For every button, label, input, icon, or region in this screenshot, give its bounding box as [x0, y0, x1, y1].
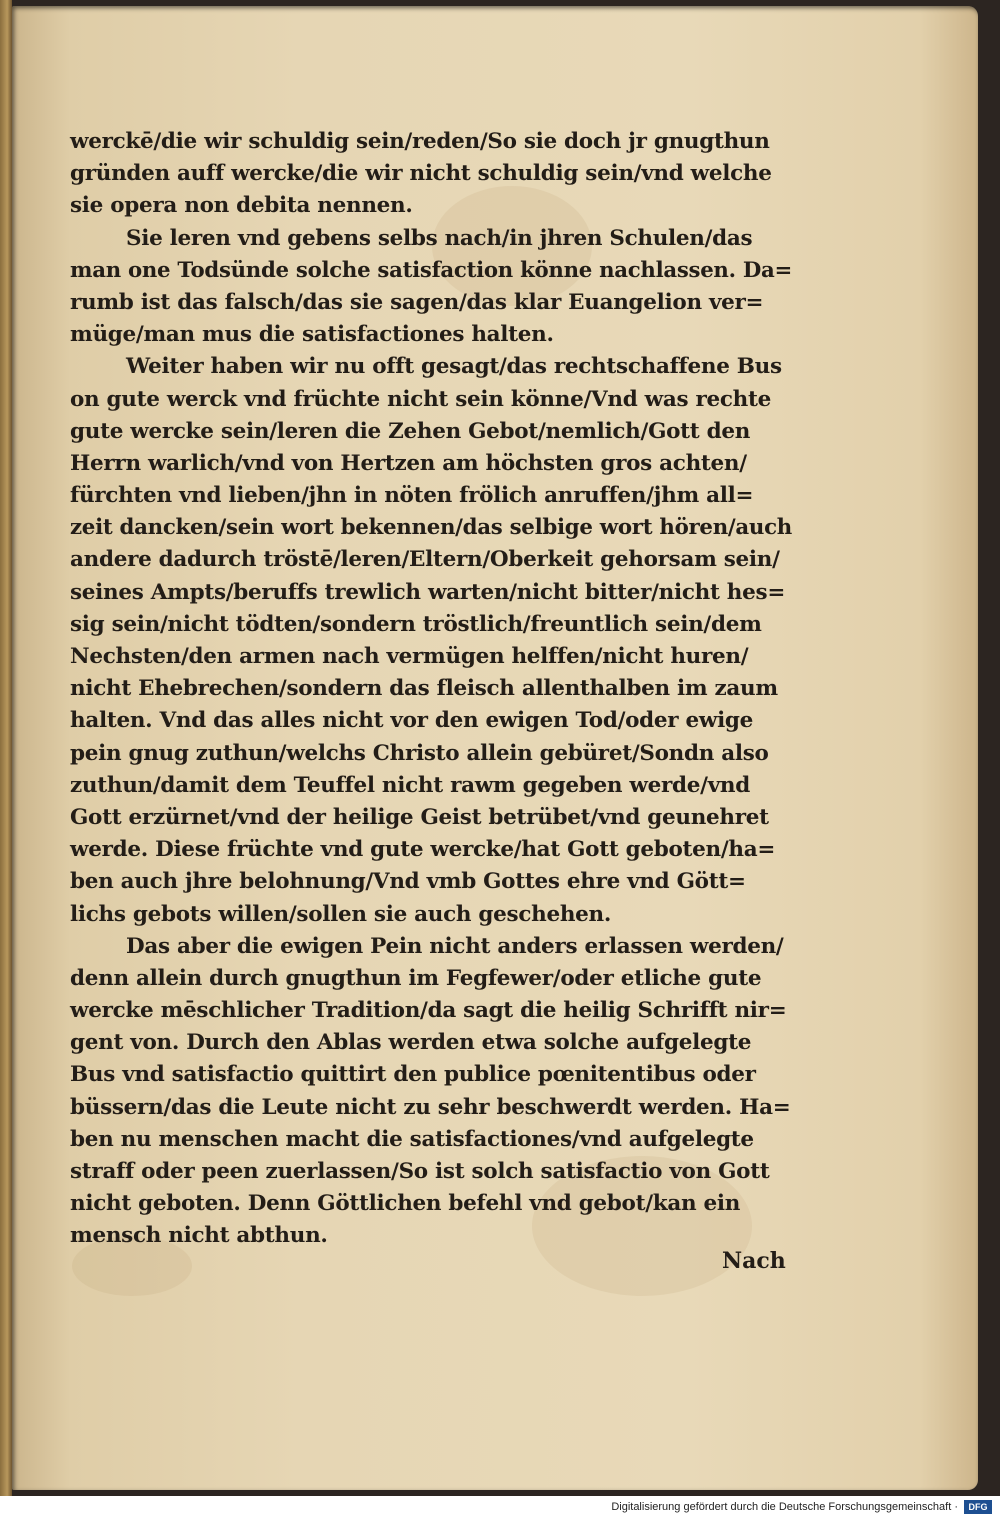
page-text-block [70, 126, 792, 1253]
text-line: gründen auff wercke/die wir nicht schuldig sein/vnd welche [70, 161, 772, 187]
digitization-footer [0, 1496, 1000, 1518]
text-line: nicht geboten. Denn Göttlichen befehl vnd gebot/kan ein [70, 1191, 741, 1217]
text-line: denn allein durch gnugthun im Fegfewer/oder etliche gute [70, 965, 762, 991]
text-line: fürchten vnd lieben/jhn in nöten frölich anruffen/jhm all= [70, 483, 754, 509]
text-line: mensch nicht abthun. [70, 1223, 328, 1249]
text-line: andere dadurch tröstē/leren/Eltern/Oberkeit gehorsam sein/ [70, 547, 780, 573]
text-line: Nechsten/den armen nach vermügen helffen/nicht huren/ [70, 644, 749, 669]
text-line: müge/man mus die satisfactiones halten. [70, 322, 554, 348]
text-line: sie opera non debita nennen. [70, 193, 413, 219]
text-line: werde. Diese früchte vnd gute wercke/hat Gott geboten/ha= [70, 837, 776, 863]
text-line: zuthun/damit dem Teuffel nicht rawm gegeben werde/vnd [70, 772, 750, 798]
text-line: man one Todsünde solche satisfaction könne nachlassen. Da= [70, 257, 792, 283]
text-line: Das aber die ewigen Pein nicht anders erlassen werden/ [126, 933, 784, 959]
text-line: straff oder peen zuerlassen/So ist solch satisfactio von Gott [70, 1159, 770, 1184]
text-line: halten. Vnd das alles nicht vor den ewigen Tod/oder ewige [70, 708, 754, 734]
text-line: nicht Ehebrechen/sondern das fleisch allenthalben im zaum [70, 676, 778, 702]
text-line: on gute werck vnd früchte nicht sein könne/Vnd was rechte [70, 386, 772, 412]
text-line: wercke mēschlicher Tradition/da sagt die heilig Schrifft nir= [70, 998, 787, 1024]
text-line: Sie leren vnd gebens selbs nach/in jhren Schulen/das [126, 225, 753, 251]
text-line: rumb ist das falsch/das sie sagen/das klar Euangelion ver= [70, 289, 764, 315]
catchword: Nach [722, 1248, 786, 1274]
text-line: seines Ampts/beruffs trewlich warten/nicht bitter/nicht hes= [70, 579, 786, 605]
text-line: büssern/das die Leute nicht zu sehr beschwerdt werden. Ha= [70, 1094, 791, 1120]
text-line: Gott erzürnet/vnd der heilige Geist betrübet/vnd geunehret [70, 804, 769, 830]
text-line: pein gnug zuthun/welchs Christo allein gebüret/Sondn also [70, 740, 769, 766]
text-line: ben auch jhre belohnung/Vnd vmb Gottes ehre vnd Gött= [70, 869, 746, 895]
text-line: Herrn warlich/vnd von Hertzen am höchsten gros achten/ [70, 450, 747, 476]
footer-credit-text: Digitalisierung gefördert durch die Deutsche Forschungsgemeinschaft · [611, 1501, 958, 1513]
text-line: werckē/die wir schuldig sein/reden/So sie doch jr gnugthun [70, 129, 770, 154]
text-line: Weiter haben wir nu offt gesagt/das rechtschaffene Bus [126, 354, 782, 380]
text-line: ben nu menschen macht die satisfactiones/vnd aufgelegte [70, 1126, 754, 1152]
dfg-logo: DFG [964, 1500, 992, 1514]
text-line: lichs gebots willen/sollen sie auch geschehen. [70, 901, 612, 927]
text-line: gute wercke sein/leren die Zehen Gebot/nemlich/Gott den [70, 418, 751, 444]
text-line: Bus vnd satisfactio quittirt den publice pœnitentibus oder [70, 1062, 756, 1088]
book-binding-edge [0, 0, 12, 1496]
text-line: zeit dancken/sein wort bekennen/das selbige wort hören/auch [70, 515, 792, 541]
text-line: sig sein/nicht tödten/sondern tröstlich/freuntlich sein/dem [70, 611, 762, 637]
text-line: gent von. Durch den Ablas werden etwa solche aufgelegte [70, 1030, 752, 1056]
